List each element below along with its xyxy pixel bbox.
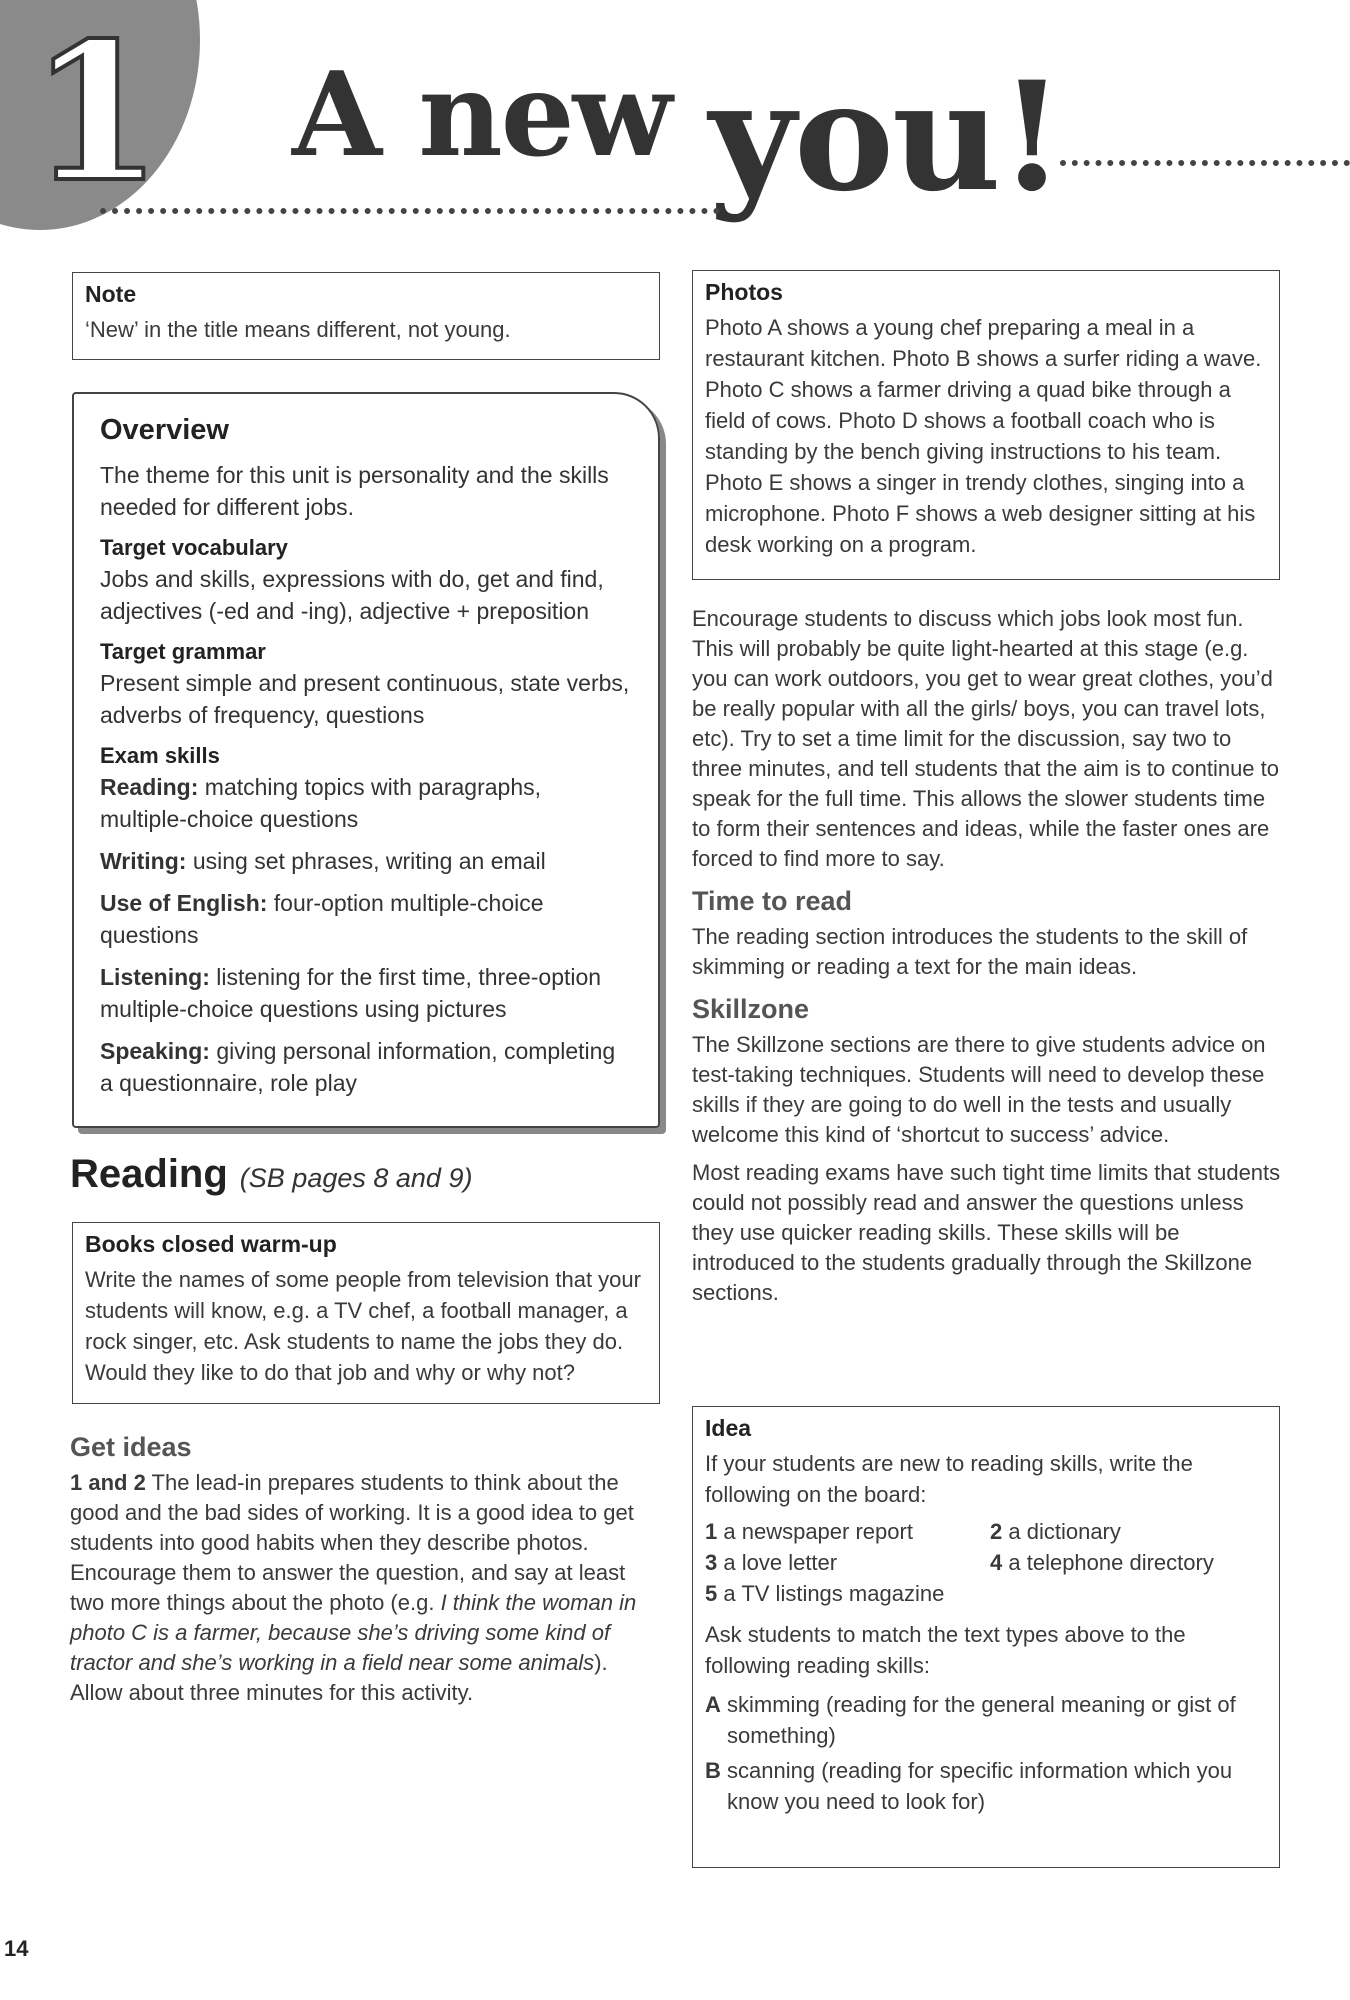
overview-box [72,392,660,1128]
get-ideas-example: I think the woman in photo C is a farmer, because she’s driving some kind of tractor and she’s working in a field near some animals [70,1590,637,1675]
idea-item-2-text: a dictionary [1008,1519,1121,1544]
exam-listening-text: listening for the first time, three-option multiple-choice questions using pictures [100,964,602,1022]
warmup-text: Write the names of some people from television that your students will know, e.g. a TV chef, a football manager, a rock singer, etc. Ask students to name the jobs they do. Would they like to do that job and why or why not? [85,1267,641,1385]
exam-use-label: Use of English: [100,890,268,916]
skillzone-text-1: The Skillzone sections are there to give students advice on test-taking techniques. Students will need to develop these skills if they are going to do well in the tests and usually welcome this kind of ‘shortcut to success’ advice. [692,1032,1266,1147]
note-box [72,272,660,360]
get-ideas-end: ). Allow about three minutes for this activity. [70,1650,608,1705]
idea-row-1 [705,1516,1267,1547]
idea-item-5-text: a TV listings magazine [723,1581,945,1606]
target-vocab-heading: Target vocabulary [100,535,288,560]
unit-number: 1 [30,1,163,224]
exam-reading-text: matching topics with paragraphs, multiple-choice questions [100,774,542,832]
warmup-heading: Books closed warm-up [85,1231,337,1257]
skillzone-text-2: Most reading exams have such tight time limits that students could not possibly read and answer the questions unless they use quicker reading skills. These skills will be introduced to the students gradually through the Skillzone sections. [692,1160,1281,1305]
idea-skill-b-label: B [705,1758,721,1783]
idea-item-4-text: a telephone directory [1008,1550,1214,1575]
idea-item-4-num: 4 [990,1550,1003,1575]
idea-item-2 [990,1516,1121,1547]
get-ideas-lead: 1 and 2 [70,1470,146,1495]
idea-skill-b-text: scanning (reading for specific information which you know you need to look for) [727,1758,1233,1814]
idea-heading: Idea [705,1415,752,1441]
reading-section-title [70,1152,472,1197]
exam-listening-label: Listening: [100,964,210,990]
note-text: ‘New’ in the title means different, not young. [85,317,511,342]
photos-box [692,270,1280,580]
idea-ask: Ask students to match the text types above to the following reading skills: [705,1622,1186,1678]
exam-reading [100,771,632,835]
overview-intro: The theme for this unit is personality and the skills needed for different jobs. [100,462,609,520]
note-heading: Note [85,281,137,307]
exam-speaking-label: Speaking: [100,1038,210,1064]
get-ideas-section [70,1420,660,1716]
title-part2: you! [708,49,1063,225]
target-vocab-text: Jobs and skills, expressions with do, get and find, adjectives (-ed and -ing), adjective + preposition [100,566,604,624]
exam-use [100,887,632,951]
idea-skill-a-text: skimming (reading for the general meaning or gist of something) [727,1692,1236,1748]
page-title [292,28,1063,225]
exam-writing-label: Writing: [100,848,187,874]
reading-ref: (SB pages 8 and 9) [239,1163,473,1193]
time-to-read-text: The reading section introduces the students to the skill of skimming or reading a text for the main ideas. [692,924,1248,979]
idea-item-3-text: a love letter [723,1550,838,1575]
photos-text: Photo A shows a young chef preparing a meal in a restaurant kitchen. Photo B shows a surfer riding a wave. Photo C shows a farmer driving a quad bike through a field of cows. Photo D shows a football coach who is standing by the bench giving instructions to his team. Photo E shows a singer in trendy clothes, singing into a microphone. Photo F shows a web designer sitting at his desk working on a program. [705,315,1262,557]
idea-box [692,1406,1280,1868]
exam-speaking [100,1035,632,1099]
idea-skill-a-label: A [705,1692,721,1717]
exam-skills-heading: Exam skills [100,743,220,768]
idea-skill-a [705,1689,1267,1751]
idea-skill-b [705,1755,1267,1817]
exam-listening [100,961,632,1025]
exam-writing-text: using set phrases, writing an email [192,848,546,874]
idea-item-1 [705,1516,990,1547]
warmup-box [72,1222,660,1404]
title-dotted-rule-left [100,208,720,214]
idea-item-5-num: 5 [705,1581,718,1606]
idea-row-2 [705,1547,1267,1578]
exam-reading-label: Reading: [100,774,199,800]
idea-intro: If your students are new to reading skills, write the following on the board: [705,1451,1193,1507]
target-grammar-text: Present simple and present continuous, state verbs, adverbs of frequency, questions [100,670,630,728]
discussion-text: Encourage students to discuss which jobs look most fun. This will probably be quite light-hearted at this stage (e.g. you can work outdoors, you get to wear great clothes, you’d be really popular with all the girls/ boys, you can travel lots, etc). Try to set a time limit for the discussion, say two to three minutes, and tell students that the aim is to continue to speak for the full time. This allows the slower students time to form their sentences and ideas, while the faster ones are forced to find more to say. [692,606,1280,871]
get-ideas-body: The lead-in prepares students to think about the good and the bad sides of working. It is a good idea to get students into good habits when they describe photos. Encourage them to answer the question, and say at least two more things about the photo (e.g. [70,1470,634,1615]
idea-item-3 [705,1547,990,1578]
skillzone-heading: Skillzone [692,994,810,1024]
idea-item-2-num: 2 [990,1519,1003,1544]
title-dotted-rule-right [1060,160,1350,166]
idea-item-1-text: a newspaper report [723,1519,913,1544]
get-ideas-text [70,1468,660,1708]
reading-title: Reading [70,1152,228,1196]
exam-speaking-text: giving personal information, completing a questionnaire, role play [100,1038,616,1096]
idea-item-4 [990,1547,1214,1578]
get-ideas-heading: Get ideas [70,1432,192,1462]
page-number: 14 [4,1936,29,1961]
exam-writing [100,845,632,877]
exam-use-text: four-option multiple-choice questions [100,890,544,948]
idea-item-5 [705,1578,1267,1609]
target-grammar-heading: Target grammar [100,639,266,664]
title-part1: A new [292,47,671,183]
photos-heading: Photos [705,279,783,305]
overview-heading: Overview [100,414,229,446]
idea-item-1-num: 1 [705,1519,718,1544]
idea-item-3-num: 3 [705,1550,718,1575]
time-to-read-heading: Time to read [692,886,853,916]
right-column-prose [692,604,1284,1316]
